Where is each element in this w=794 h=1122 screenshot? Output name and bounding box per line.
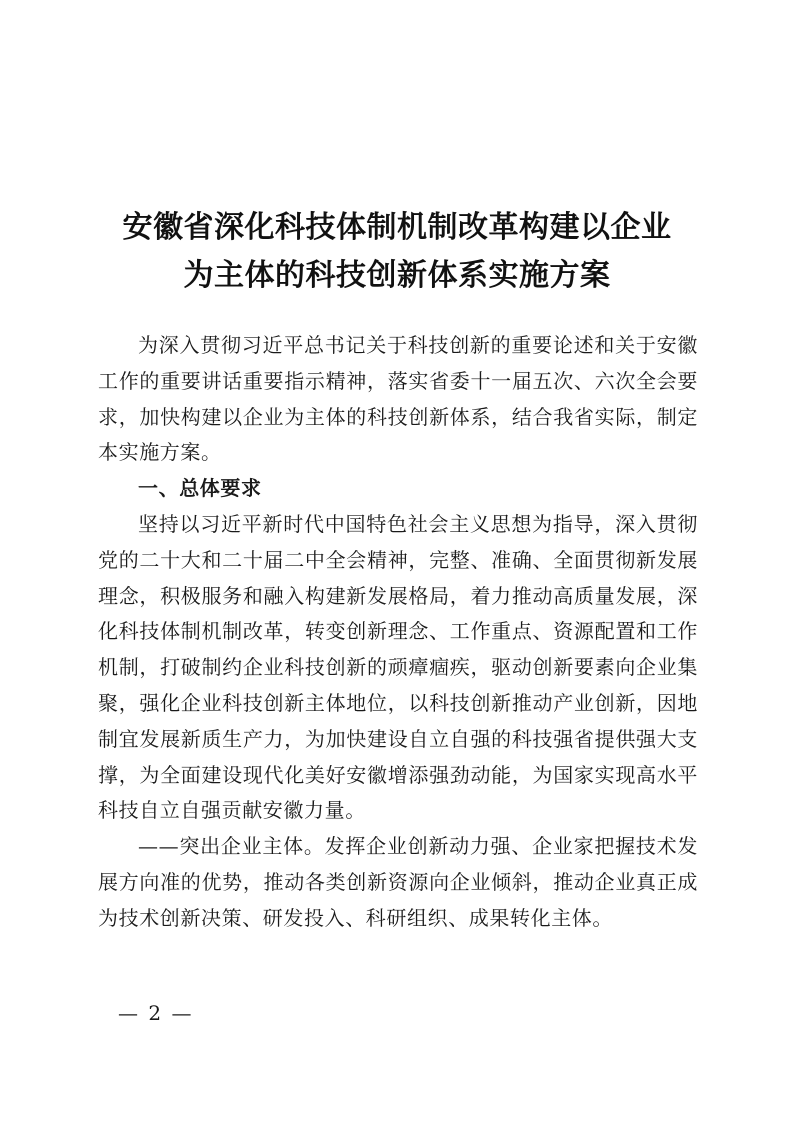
section-heading-general-requirements: 一、总体要求 [138,476,262,501]
intro-paragraph: 为深入贯彻习近平总书记关于科技创新的重要论述和关于安徽工作的重要讲话重要指示精神，落实省委十一届五次、六次全会要求，加快构建以企业为主体的科技创新体系，结合我省实际，制定本实施方案。 [98,333,698,465]
document-title-line2: 为主体的科技创新体系实施方案 [183,258,611,293]
document-title-line1: 安徽省深化科技体制机制改革构建以企业 [122,210,672,245]
section1-paragraph-guidance: 坚持以习近平新时代中国特色社会主义思想为指导，深入贯彻党的二十大和二十届二中全会精神，完整、准确、全面贯彻新发展理念，积极服务和融入构建新发展格局，着力推动高质量发展，深化科技体制机制改革，转变创新理念、工作重点、资源配置和工作机制，打破制约企业科技创新的顽瘴痼疾，驱动创新要素向企业集聚，强化企业科技创新主体地位，以科技创新推动产业创新，因地制宜发展新质生产力，为加快建设自立自强的科技强省提供强大支撑，为全面建设现代化美好安徽增添强劲动能，为国家实现高水平科技自立自强贡献安徽力量。 [98,511,698,823]
document-body [98,328,698,937]
page-number: — 2 — [118,1001,194,1025]
section1-paragraph-enterprise-subject: ——突出企业主体。发挥企业创新动力强、企业家把握技术发展方向准的优势，推动各类创新资源向企业倾斜，推动企业真正成为技术创新决策、研发投入、科研组织、成果转化主体。 [98,834,698,930]
